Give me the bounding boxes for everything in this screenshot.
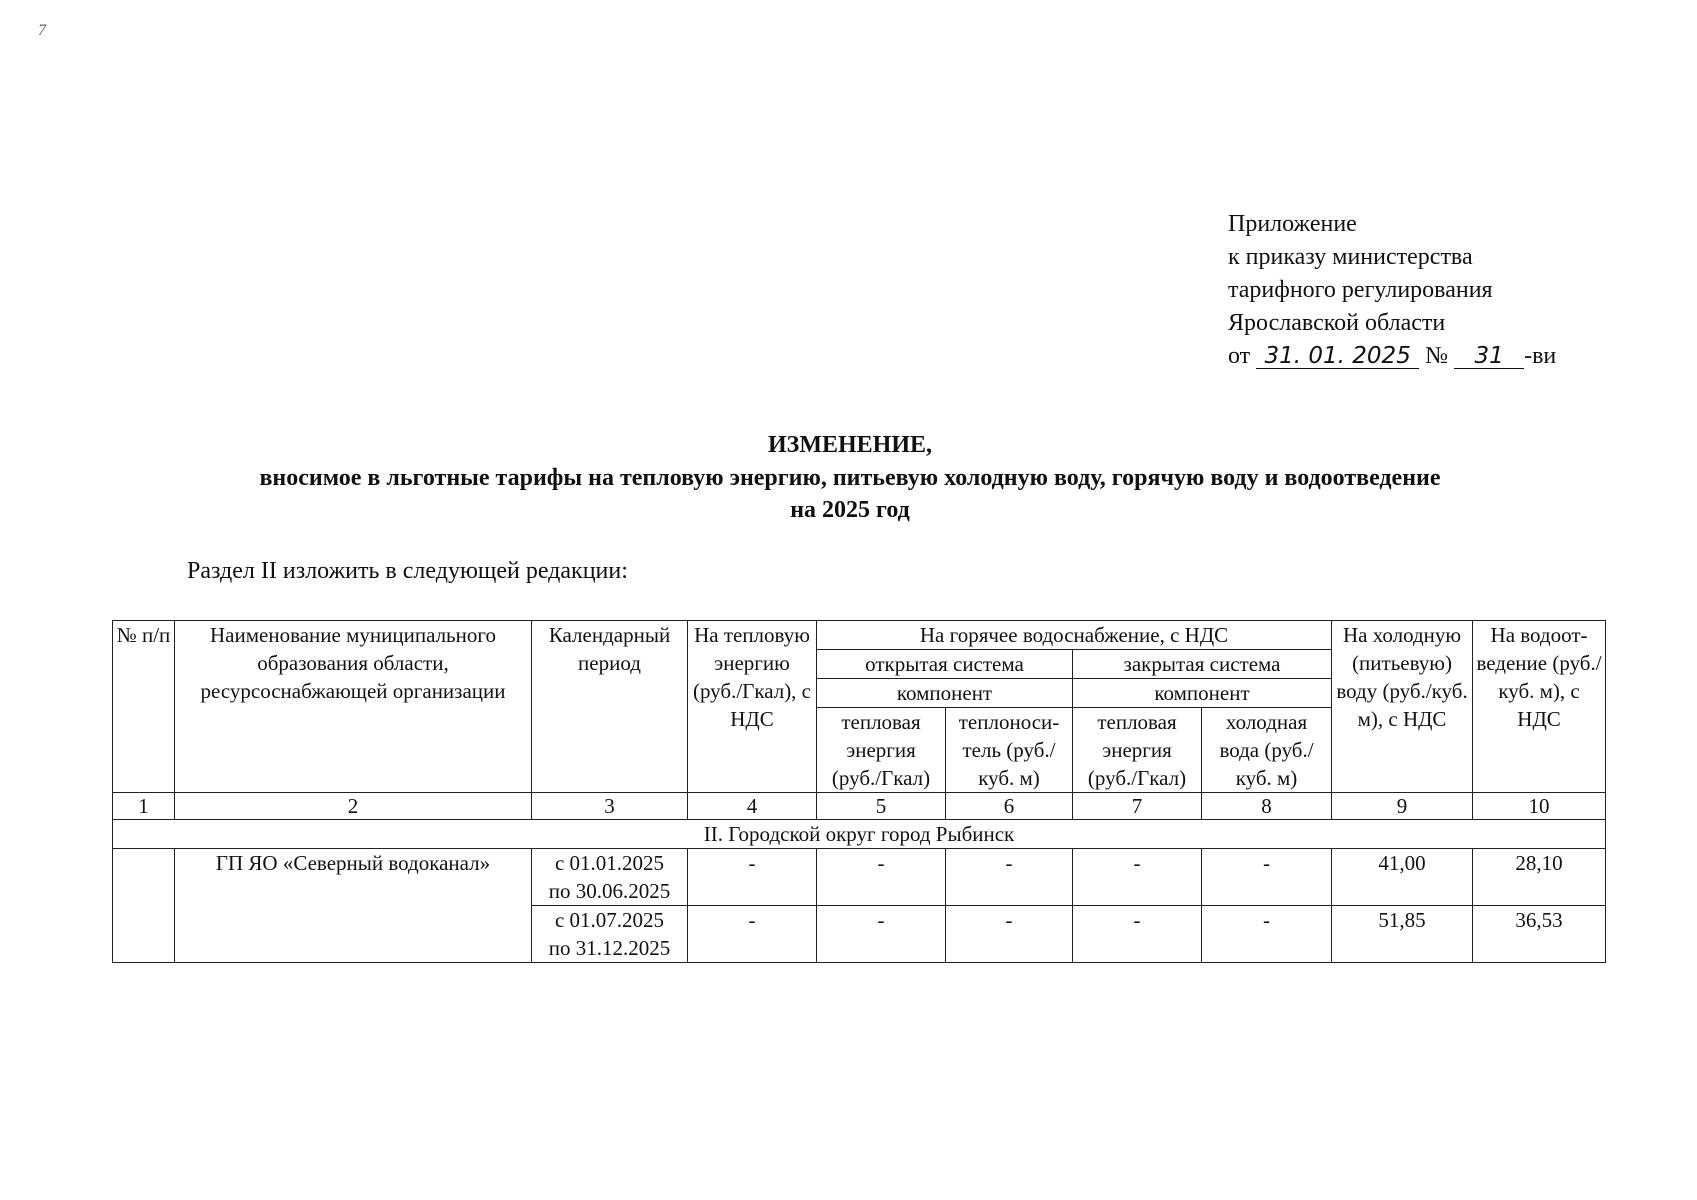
period-from: с 01.07.2025 (554, 908, 665, 932)
intro-text: Раздел II изложить в следующей редакции: (187, 558, 628, 584)
value-cell: - (1202, 906, 1332, 963)
header-heat-energy-closed: тепловая энергия (руб./Гкал) (1073, 708, 1202, 793)
value-cell: - (817, 906, 946, 963)
value-cell: 51,85 (1332, 906, 1473, 963)
header-component-closed: компонент (1073, 679, 1332, 708)
header-heat-energy-open: тепловая энергия (руб./Гкал) (817, 708, 946, 793)
column-number: 5 (817, 793, 946, 820)
value-cell: 36,53 (1473, 906, 1606, 963)
column-number: 10 (1473, 793, 1606, 820)
header-cold-water: На холодную (питьевую) воду (руб./куб. м), с НДС (1332, 621, 1473, 793)
value-cell: - (1202, 849, 1332, 906)
header-hot-water: На горячее водоснабжение, с НДС (817, 621, 1332, 650)
period-cell (532, 849, 688, 906)
table-header-row (113, 621, 1606, 650)
period-from: с 01.01.2025 (554, 851, 665, 875)
annex-line: Ярославской области (1228, 310, 1446, 336)
column-number: 8 (1202, 793, 1332, 820)
header-cold-water-component: холодная вода (руб./куб. м) (1202, 708, 1332, 793)
document-subtitle-year: на 2025 год (790, 497, 910, 523)
value-cell: - (1073, 906, 1202, 963)
column-number: 9 (1332, 793, 1473, 820)
annex-line: к приказу министерства (1228, 244, 1473, 270)
value-cell: - (817, 849, 946, 906)
header-name: Наименование муниципального образования области, ресурсоснабжающей организации (175, 621, 532, 793)
annex-date: 31. 01. 2025 (1256, 344, 1419, 369)
annex-date-line (1228, 340, 1556, 373)
annex-suffix: -ви (1524, 343, 1557, 369)
column-number: 7 (1073, 793, 1202, 820)
header-sewage: На водоот-ведение (руб./куб. м), с НДС (1473, 621, 1606, 793)
column-number: 1 (113, 793, 175, 820)
annex-block (1228, 208, 1556, 373)
annex-number: 31 (1454, 344, 1524, 369)
header-component-open: компонент (817, 679, 1073, 708)
annex-line: Приложение (1228, 211, 1357, 237)
document-subtitle: вносимое в льготные тарифы на тепловую энергию, питьевую холодную воду, горячую воду и водоотведение (259, 465, 1441, 491)
document-title: ИЗМЕНЕНИЕ, (767, 432, 932, 458)
value-cell: - (946, 849, 1073, 906)
annex-line: тарифного регулирования (1228, 277, 1493, 303)
value-cell: 28,10 (1473, 849, 1606, 906)
tariff-table (112, 620, 1606, 963)
column-number: 4 (688, 793, 817, 820)
header-period: Календарный период (532, 621, 688, 793)
value-cell: - (688, 906, 817, 963)
period-to: по 30.06.2025 (548, 879, 671, 903)
value-cell: - (1073, 849, 1202, 906)
section-title: II. Городской округ город Рыбинск (113, 820, 1606, 849)
header-num: № п/п (113, 621, 175, 793)
annex-from-label: от (1228, 343, 1251, 369)
row-num-cell (113, 849, 175, 963)
value-cell: 41,00 (1332, 849, 1473, 906)
page-corner-mark: 7 (38, 22, 46, 39)
column-number-row (113, 793, 1606, 820)
column-number: 2 (175, 793, 532, 820)
column-number: 3 (532, 793, 688, 820)
header-heat: На тепловую энергию (руб./Гкал), с НДС (688, 621, 817, 793)
column-number: 6 (946, 793, 1073, 820)
period-to: по 31.12.2025 (548, 936, 671, 960)
value-cell: - (946, 906, 1073, 963)
header-heat-carrier: теплоноси-тель (руб./куб. м) (946, 708, 1073, 793)
section-row (113, 820, 1606, 849)
value-cell: - (688, 849, 817, 906)
period-cell (532, 906, 688, 963)
annex-number-sign: № (1425, 343, 1449, 369)
organization-name: ГП ЯО «Северный водоканал» (175, 849, 532, 963)
header-open-system: открытая система (817, 650, 1073, 679)
table-row (113, 849, 1606, 906)
header-closed-system: закрытая система (1073, 650, 1332, 679)
